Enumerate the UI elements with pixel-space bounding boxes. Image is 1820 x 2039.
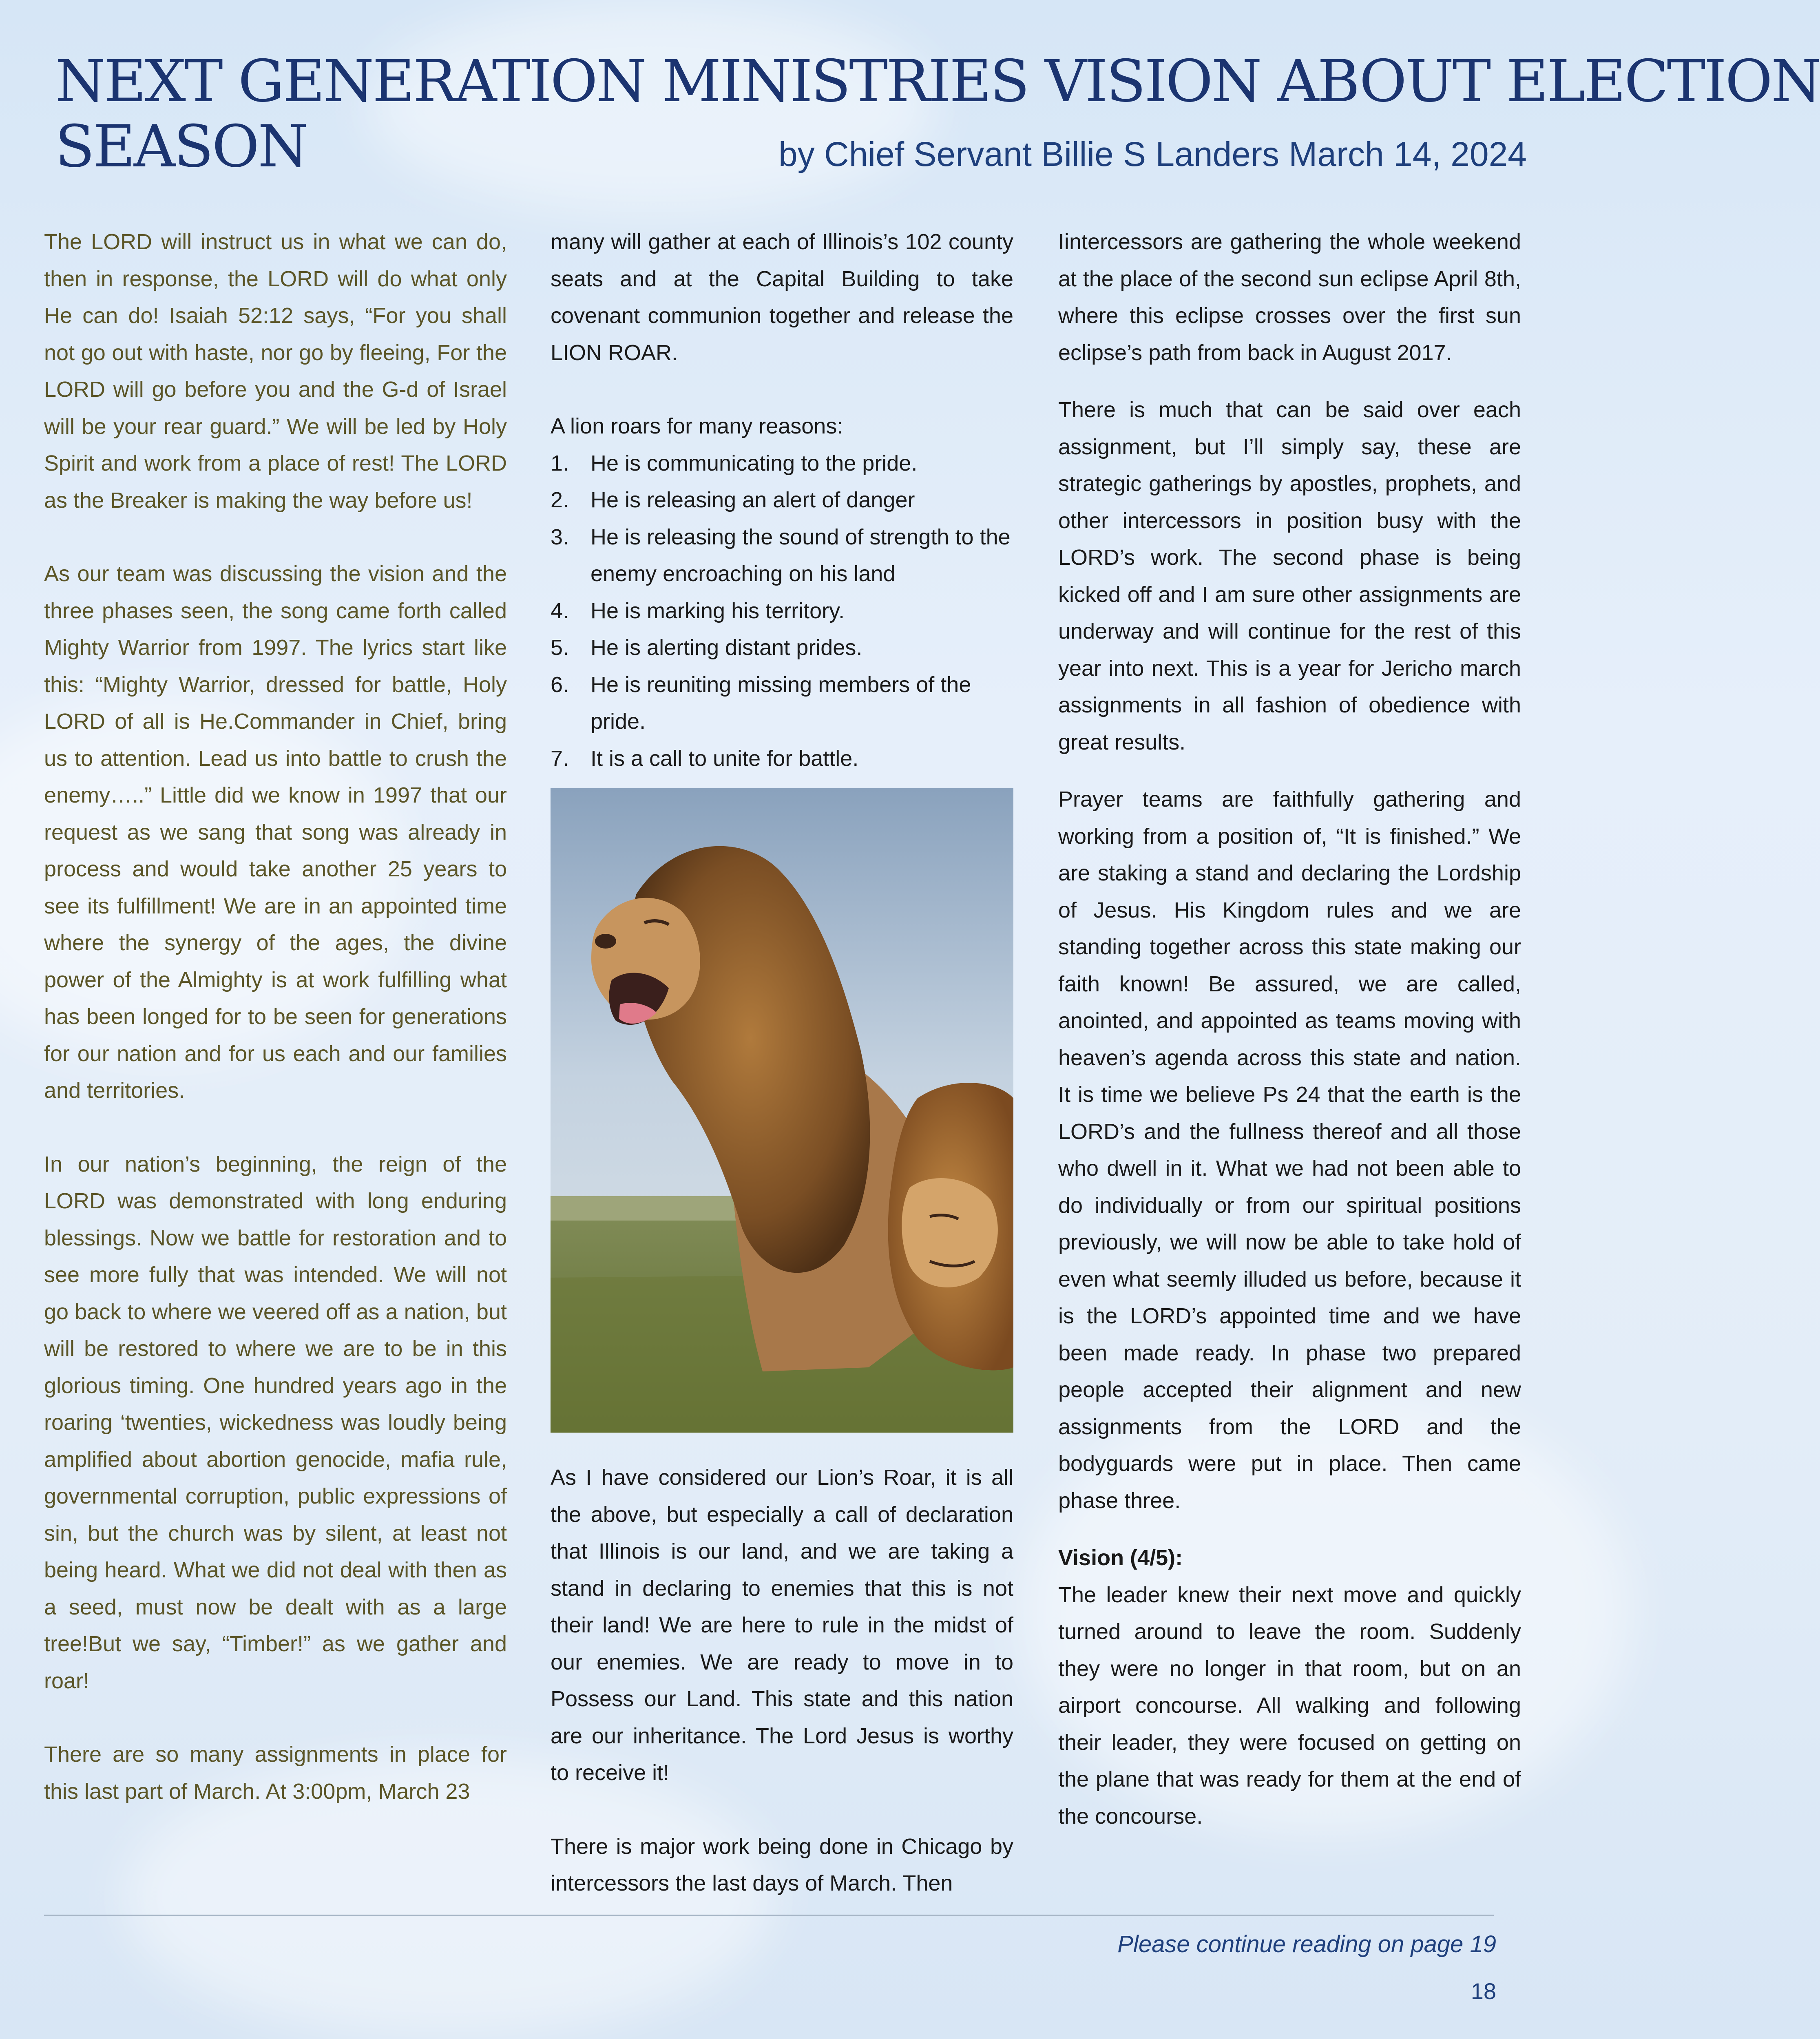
article-byline: by Chief Servant Billie S Landers March 14, 2024 [778,135,1527,173]
list-item: 5. He is alerting distant prides. [551,635,862,660]
column-2-paragraph-3: There is major work being done in Chicago by intercessors the last days of March. Then [551,1834,1013,1895]
lion-nose [595,934,616,949]
lion-photo [551,788,1013,1433]
column-1-paragraph-1: The LORD will instruct us in what we can do, then in response, the LORD will do what only He can do! Isaiah 52:12 says, “For you shall not go out with haste, nor go by fleeing, For the LORD will go before you and the G-d of Israel will be your rear guard.” We will be led by Holy Spirit and work from a place of rest! The LORD as the Breaker is making the way before us! [44,230,507,513]
roar-reasons-list [551,445,1013,777]
column-2 [551,223,1013,1902]
column-3 [1058,223,1521,1835]
column-3-paragraph-4: The leader knew their next move and quickly turned around to leave the room. Suddenly they were no longer in that room, but on an airport concourse. All walking and following their leader, they were focused on getting on the plane that was ready for them at the end of the concourse. [1058,1582,1521,1829]
column-1-paragraph-2: As our team was discussing the vision and the three phases seen, the song came forth called Mighty Warrior from 1997. The lyrics start like this: “Mighty Warrior, dressed for battle, Holy LORD of all is He.Commander in Chief, bring us to attention. Lead us into battle to crush the enemy…..” Little did we know in 1997 that our request as we sang that song was already in process and would take another 25 years to see its fulfillment! We are in an appointed time where the synergy of the ages, the divine power of the Almighty is at work fulfilling what has been longed for to be seen for generations for our nation and for us each and our families and territories. [44,562,507,1103]
column-3-paragraph-1: Iintercessors are gathering the whole weekend at the place of the second sun eclipse April 8th, where this eclipse crosses over the first sun eclipse’s path from back in August 2017. [1058,230,1521,365]
page-number: 18 [1471,1978,1496,2004]
column-2-paragraph-1: many will gather at each of Illinois’s 102 county seats and at the Capital Building to take covenant communion together and release the LION ROAR. [551,230,1013,365]
column-2-paragraph-2: As I have considered our Lion’s Roar, it is all the above, but especially a call of declaration that Illinois is our land, and we are taking a stand in declaring to enemies that this is not their land! We are here to rule in the midst of our enemies. We are ready to move in to Possess our Land. This state and this nation are our inheritance. The Lord Jesus is worthy to receive it! [551,1465,1013,1785]
list-item: 6. He is reuniting missing members of the pride. [551,672,971,734]
list-item: 1. He is communicating to the pride. [551,451,918,475]
continue-reading-note: Please continue reading on page 19 [1117,1931,1496,1957]
column-1 [44,223,507,1810]
vision-heading: Vision (4/5): [1058,1546,1183,1570]
article-title-line-2: SEASON [55,113,307,180]
column-1-paragraph-3: In our nation’s beginning, the reign of the LORD was demonstrated with long enduring blessings. Now we battle for restoration and to see more fully that was intended. We will not go back to where we veered off as a nation, but will be restored to where we are to be in this glorious timing. One hundred years ago in the roaring ‘twenties, wickedness was loudly being amplified about abortion genocide, mafia rule, governmental corruption, public expressions of sin, but the church was by silent, at least not being heard. What we did not deal with then as a seed, must now be dealt with as a large tree!But we say, “Timber!” as we gather and roar! [44,1152,507,1693]
list-item: 4. He is marking his territory. [551,598,845,623]
column-1-paragraph-4: There are so many assignments in place for this last part of March. At 3:00pm, March 23 [44,1742,507,1804]
column-3-paragraph-3: Prayer teams are faithfully gathering and working from a position of, “It is finished.” We are staking a stand and declaring the Lordship of Jesus. His Kingdom rules and we are standing together across this state making our faith known! Be assured, we are called, anointed, and appointed as teams moving with heaven’s agenda across this state and nation. It is time we believe Ps 24 that the earth is the LORD’s and the fullness thereof and all those who dwell in it. What we had not been able to do individually or from our spiritual positions previously, we will now be able to take hold of even what seemly illuded us before, because it is the LORD’s appointed time and we have been made ready. In phase two prepared people accepted their alignment and new assignments from the LORD and the bodyguards were put in place. Then came phase three. [1058,787,1521,1513]
roar-list-intro: A lion roars for many reasons: [551,414,843,438]
article-title-line-1: NEXT GENERATION MINISTRIES VISION ABOUT ELECTION [55,48,1820,115]
list-item: 3. He is releasing the sound of strength to the enemy encroaching on his land [551,524,1011,586]
list-item: 2. He is releasing an alert of danger [551,488,915,512]
list-item: 7. It is a call to unite for battle. [551,746,859,771]
footer-divider [44,1915,1494,1916]
second-lion-face [902,1178,998,1287]
column-3-paragraph-2: There is much that can be said over each assignment, but I’ll simply say, these are strategic gatherings by apostles, prophets, and other intercessors in position busy with the LORD’s work. The second phase is being kicked off and I am sure other assignments are underway and will continue for the rest of this year into next. This is a year for Jericho march assignments in all fashion of obedience with great results. [1058,398,1521,754]
